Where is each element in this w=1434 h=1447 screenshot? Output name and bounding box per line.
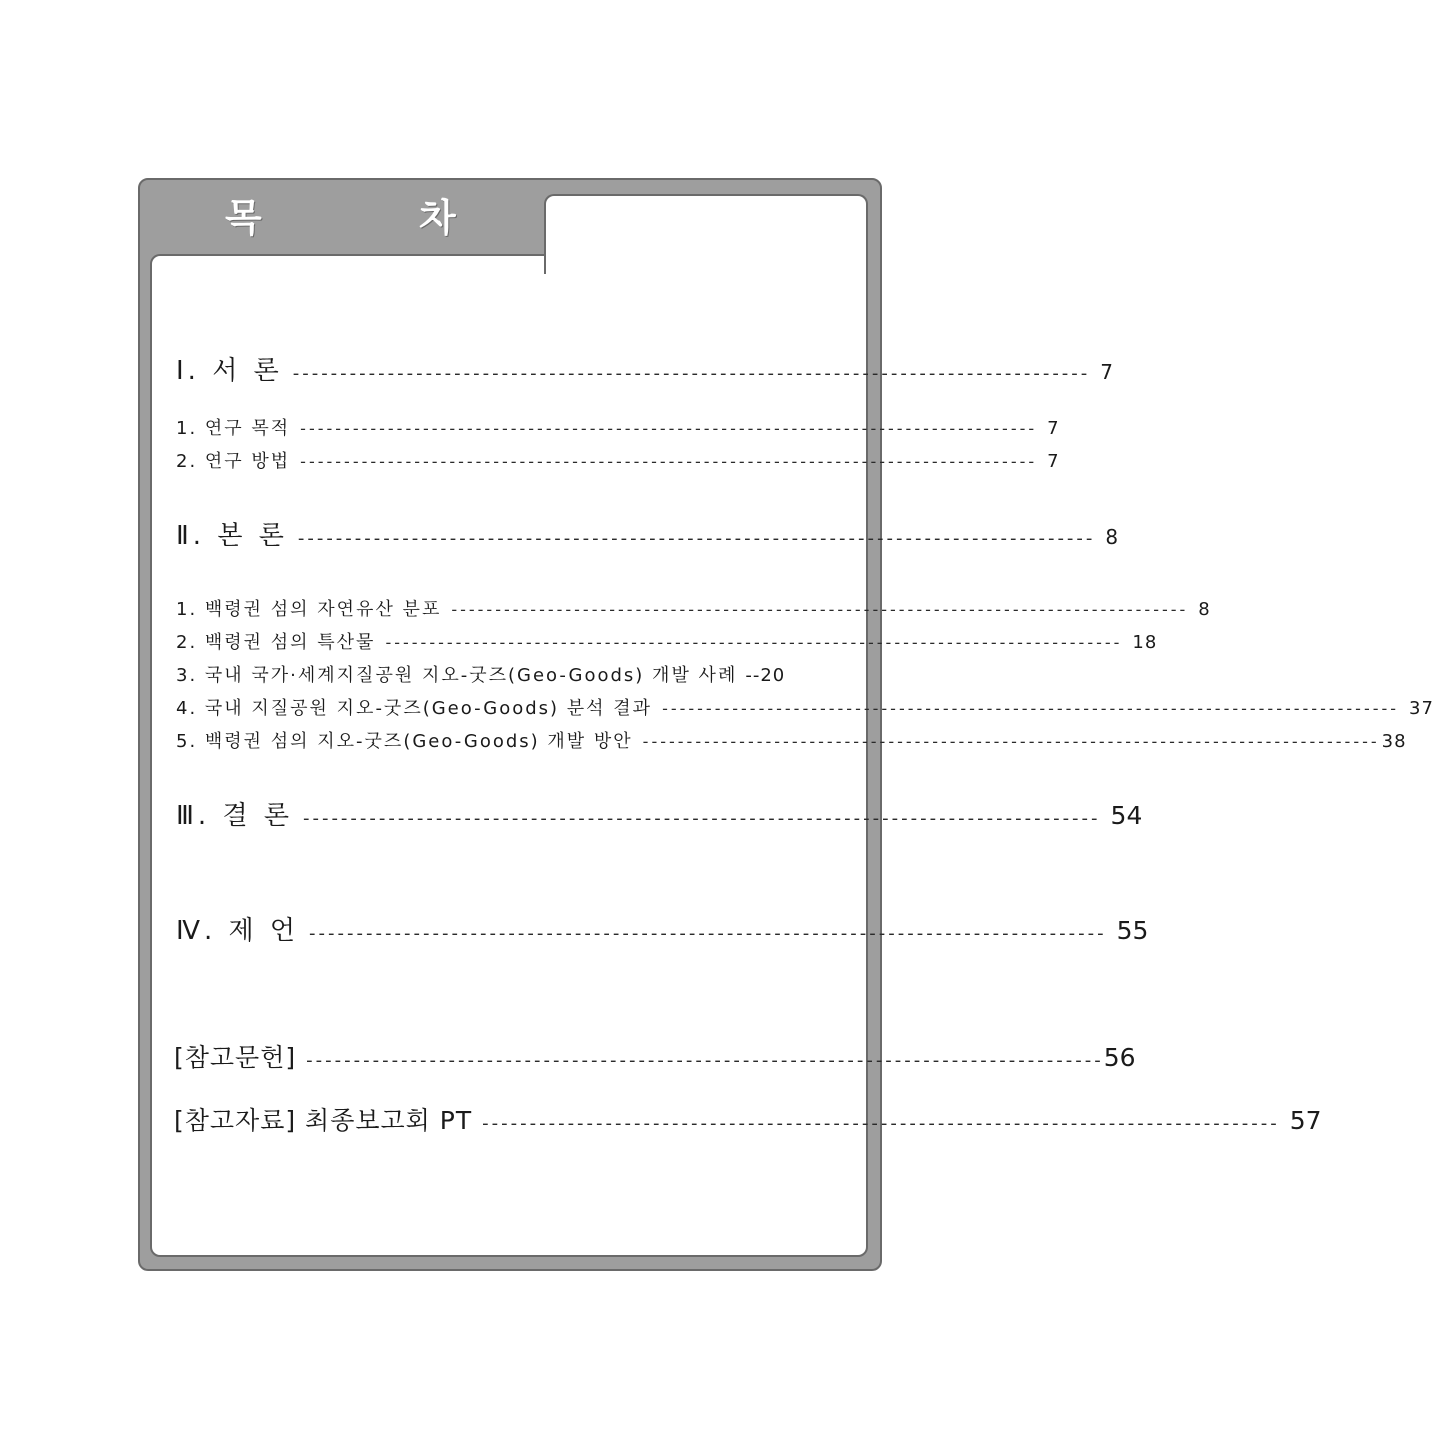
toc-entry-geo-goods-plan[interactable] [176,727,1407,753]
toc-entry-page: --20 [745,665,786,686]
toc-entry-page: 57 [1289,1106,1322,1135]
dot-leader: ------------------------------------------------------------------------------------ [385,633,1123,652]
dot-leader: ------------------------------------------------------------------------------------ [306,1050,1104,1071]
toc-entry-page: 56 [1103,1043,1136,1072]
toc-entry-natural-heritage[interactable] [176,595,1211,621]
page-title: 목 차 [225,196,528,240]
toc-entry-page: 38 [1381,731,1407,752]
toc-entry-specialty-products[interactable] [176,628,1158,654]
toc-entry-main-body[interactable] [176,515,1119,552]
toc-entry-label: 2. 연구 방법 [176,451,291,472]
toc-entry-label: 2. 백령권 섬의 특산물 [176,632,376,653]
dot-leader: ------------------------------------------------------------------------------------ [300,452,1038,471]
toc-entry-label: 4. 국내 지질공원 지오-굿즈(Geo-Goods) 분석 결과 [176,698,653,719]
toc-entry-label: 1. 백령권 섬의 자연유산 분포 [176,599,442,620]
toc-entry-page: 55 [1116,916,1149,945]
toc-entry-appendix[interactable] [174,1101,1322,1137]
toc-entry-page: 7 [1047,451,1060,472]
dot-leader: ------------------------------------------------------------------------------------ [300,419,1038,438]
toc-entry-research-purpose[interactable] [176,414,1060,440]
toc-entry-proposal[interactable] [176,910,1149,947]
toc-entry-page: 8 [1198,599,1211,620]
toc-entry-geo-goods-analysis[interactable] [176,694,1434,720]
toc-entry-label: Ⅰ. 서 론 [176,356,283,386]
dot-leader: ------------------------------------------------------------------------------------ [642,732,1380,751]
dot-leader: ------------------------------------------------------------------------------------ [662,699,1400,718]
toc-entry-page: 18 [1132,632,1158,653]
toc-entry-label: Ⅳ. 제 언 [176,916,300,946]
toc-entry-label: [참고문헌] [174,1043,297,1072]
dot-leader: ------------------------------------------------------------------------------------ [292,363,1091,384]
dot-leader: ------------------------------------------------------------------------------------ [451,600,1189,619]
toc-entry-label: Ⅲ. 결 론 [176,801,293,831]
toc-entry-label: 1. 연구 목적 [176,418,291,439]
toc-entry-conclusion[interactable] [176,795,1143,832]
toc-entry-research-method[interactable] [176,447,1060,473]
toc-entry-page: 8 [1105,525,1119,549]
dot-leader: ------------------------------------------------------------------------------------ [309,923,1107,944]
toc-entry-label: [참고자료] 최종보고회 PT [174,1106,473,1135]
toc-entry-geo-goods-cases[interactable] [176,661,804,687]
toc-entry-label: 5. 백령권 섬의 지오-굿즈(Geo-Goods) 개발 방안 [176,731,633,752]
dot-leader: ------------------------------------------------------------------------------------ [297,528,1096,549]
dot-leader: ------------------------------------------------------------------------------------ [302,808,1101,829]
toc-entry-label: Ⅱ. 본 론 [176,521,288,551]
toc-entry-page: 7 [1100,360,1114,384]
toc-panel-tab [544,194,868,274]
toc-entry-references[interactable] [174,1038,1136,1074]
toc-entry-page: 7 [1047,418,1060,439]
toc-entry-label: 3. 국내 국가·세계지질공원 지오-굿즈(Geo-Goods) 개발 사례 [176,665,738,686]
toc-entry-introduction[interactable] [176,350,1114,387]
toc-entry-page: 54 [1110,801,1143,830]
toc-entry-page: 37 [1409,698,1434,719]
dot-leader: ------------------------------------------------------------------------------------ [482,1113,1280,1134]
